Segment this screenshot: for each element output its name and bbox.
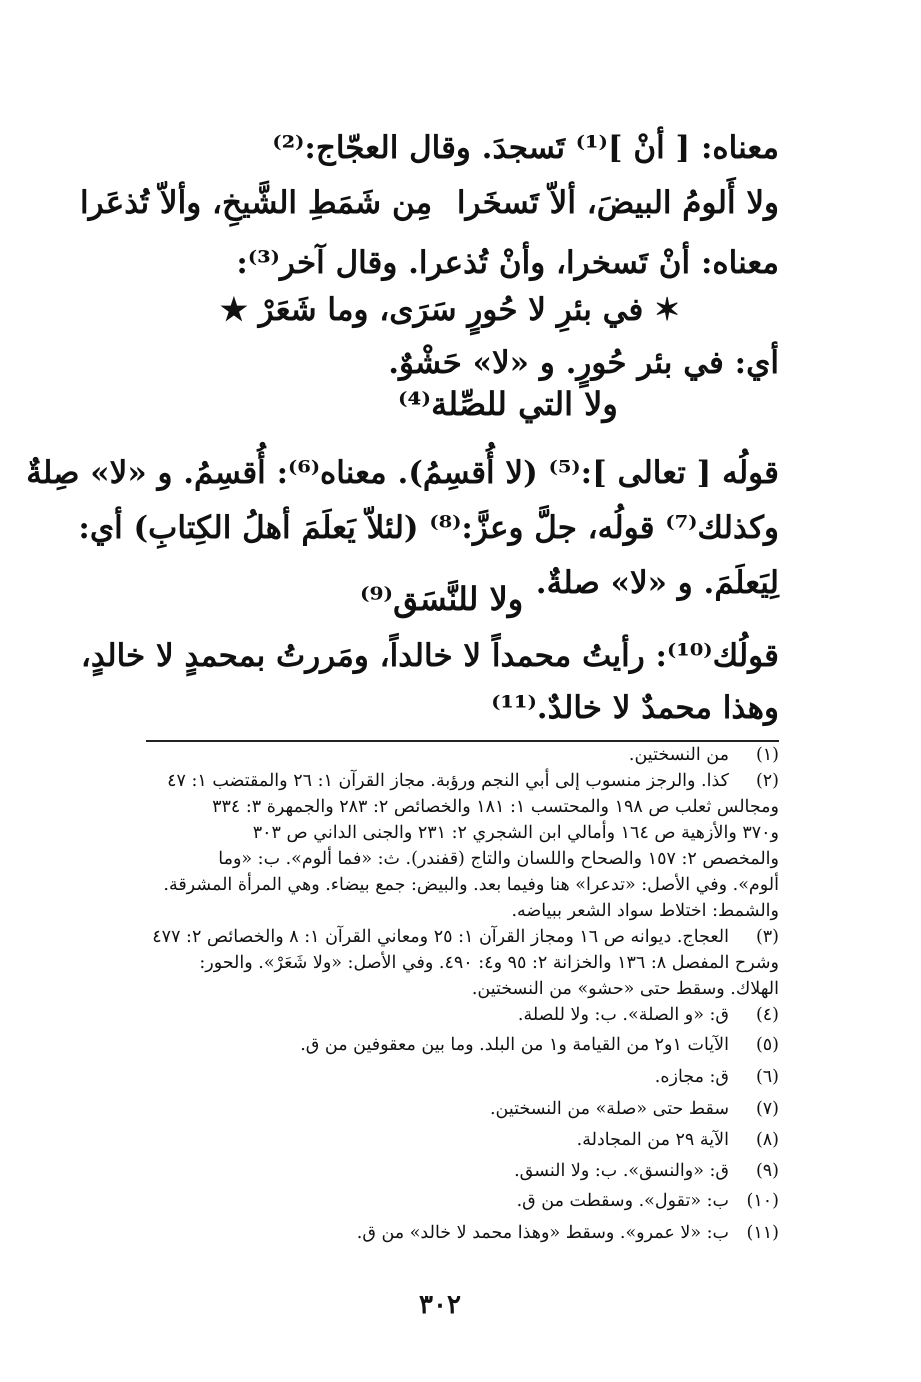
footnote-text: كذا. والرجز منسوب إلى أبي النجم ورؤبة. مجاز القرآن ١: ٢٦ والمقتضب ١: ٤٧ <box>167 771 729 791</box>
footnote-number: (٢) <box>755 771 779 791</box>
footnote-number: (١) <box>755 745 779 765</box>
footnote-text: و٣٧٠ والأزهية ص ١٦٤ وأمالي ابن الشجري ٢: ٢٣١ والجنى الداني ص ٣٠٣ <box>252 823 779 843</box>
body-line-5: أي: في بئر حُورٍ. و «لا» حَشْوٌ. <box>388 345 779 381</box>
footnote-text: ومجالس ثعلب ص ١٩٨ والمحتسب ١: ١٨١ والخصائص ٢: ٢٨٣ والجمهرة ٣: ٣٣٤ <box>212 797 779 817</box>
footnote-text: الهلاك. وسقط حتى «حشو» من النسختين. <box>471 979 779 999</box>
footnote-5 <box>79 1032 779 1058</box>
footnote-text: من النسختين. <box>628 745 729 765</box>
footnote-2 <box>79 768 779 924</box>
body-line-8: وكذلك⁽⁷⁾ قولُه، جلَّ وعزَّ:⁽⁸⁾ (لئلاّ يَعلَمَ أهلُ الكِتابِ) أي: <box>78 510 779 546</box>
footnote-text: ق: مجازه. <box>654 1067 729 1087</box>
footnote-text: ق: «والنسق». ب: ولا النسق. <box>514 1161 729 1181</box>
footnote-number: (٥) <box>755 1035 779 1055</box>
footnote-8 <box>79 1127 779 1153</box>
footnote-11 <box>79 1220 779 1246</box>
body-line-3: معناه: أنْ تَسخرا، وأنْ تُذعرا. وقال آخر⁽³⁾: <box>236 245 779 281</box>
body-line-12: وهذا محمدٌ لا خالدٌ.⁽¹¹⁾ <box>491 690 779 726</box>
verse-1-first-hemistich: ولا أَلومُ البيضَ، ألاّ تَسخَرا <box>456 185 779 221</box>
footnote-text: ب: «لا عمرو». وسقط «وهذا محمد لا خالد» من ق. <box>356 1223 729 1243</box>
footnote-text: العجاج. ديوانه ص ١٦ ومجاز القرآن ١: ٢٥ ومعاني القرآن ١: ٨ والخصائص ٢: ٤٧٧ <box>152 927 729 947</box>
body-line-9: لِيَعلَمَ. و «لا» صلةٌ. <box>535 565 779 601</box>
section-heading-silah: ولا التي للصِّلة⁽⁴⁾ <box>398 385 618 423</box>
footnote-number: (٣) <box>755 927 779 947</box>
footnote-text: ألوم». وفي الأصل: «تدعرا» هنا وفيما بعد. والبيض: جمع بيضاء. وهي المرأة المشرقة. <box>163 875 779 895</box>
footnote-text: الآيات ١و٢ من القيامة و١ من البلد. وما بين معقوفين من ق. <box>300 1035 729 1055</box>
verse-1-second-hemistich: مِن شَمَطِ الشَّيخِ، وألاّ تُذعَرا <box>80 185 433 221</box>
footnote-9 <box>79 1158 779 1184</box>
footnote-text: الآية ٢٩ من المجادلة. <box>576 1130 729 1150</box>
footnote-number: (١٠) <box>746 1191 779 1211</box>
footnote-text: ق: «و الصلة». ب: ولا للصلة. <box>517 1005 729 1025</box>
footnote-text: ب: «تقول». وسقطت من ق. <box>516 1191 729 1211</box>
footnote-text: والشمط: اختلاط سواد الشعر ببياضه. <box>511 901 779 921</box>
footnote-text: وشرح المفصل ٨: ١٣٦ والخزانة ٢: ٩٥ و٤: ٤٩٠. وفي الأصل: «ولا شَعَرْ». والحور: <box>199 953 779 973</box>
section-heading-nasaq: ولا للنَّسَق⁽⁹⁾ <box>360 580 524 618</box>
footnote-4 <box>79 1002 779 1028</box>
body-line-7: قولُه [ تعالى ]:⁽⁵⁾ (لا أُقسِمُ). معناه⁽⁶⁾: أُقسِمُ. و «لا» صِلةٌ <box>26 455 779 491</box>
footnote-3 <box>79 924 779 1002</box>
footnote-number: (٨) <box>755 1130 779 1150</box>
footnote-number: (٩) <box>755 1161 779 1181</box>
footnote-number: (١١) <box>746 1223 779 1243</box>
footnote-7 <box>79 1096 779 1122</box>
footnote-number: (٤) <box>755 1005 779 1025</box>
footnote-number: (٧) <box>755 1099 779 1119</box>
body-line-11: قولُك⁽¹⁰⁾: رأيتُ محمداً لا خالداً، ومَررتُ بمحمدٍ لا خالدٍ، <box>80 638 779 674</box>
verse-2: ✶ في بئرِ لا حُورٍ سَرَى، وما شَعَرْ ★ <box>220 292 681 328</box>
footnote-text: والمخصص ٢: ١٥٧ والصحاح واللسان والتاج (قفندر). ث: «فما ألوم». ب: «وما <box>218 849 779 869</box>
footnote-10 <box>79 1188 779 1214</box>
footnote-6 <box>79 1064 779 1090</box>
footnote-1 <box>79 742 779 768</box>
body-line-1: معناه: [ أنْ ]⁽¹⁾ تَسجدَ. وقال العجّاج:⁽²⁾ <box>272 130 779 166</box>
footnote-number: (٦) <box>755 1067 779 1087</box>
page-number: ٣٠٢ <box>419 1290 461 1320</box>
footnote-text: سقط حتى «صلة» من النسختين. <box>489 1099 729 1119</box>
